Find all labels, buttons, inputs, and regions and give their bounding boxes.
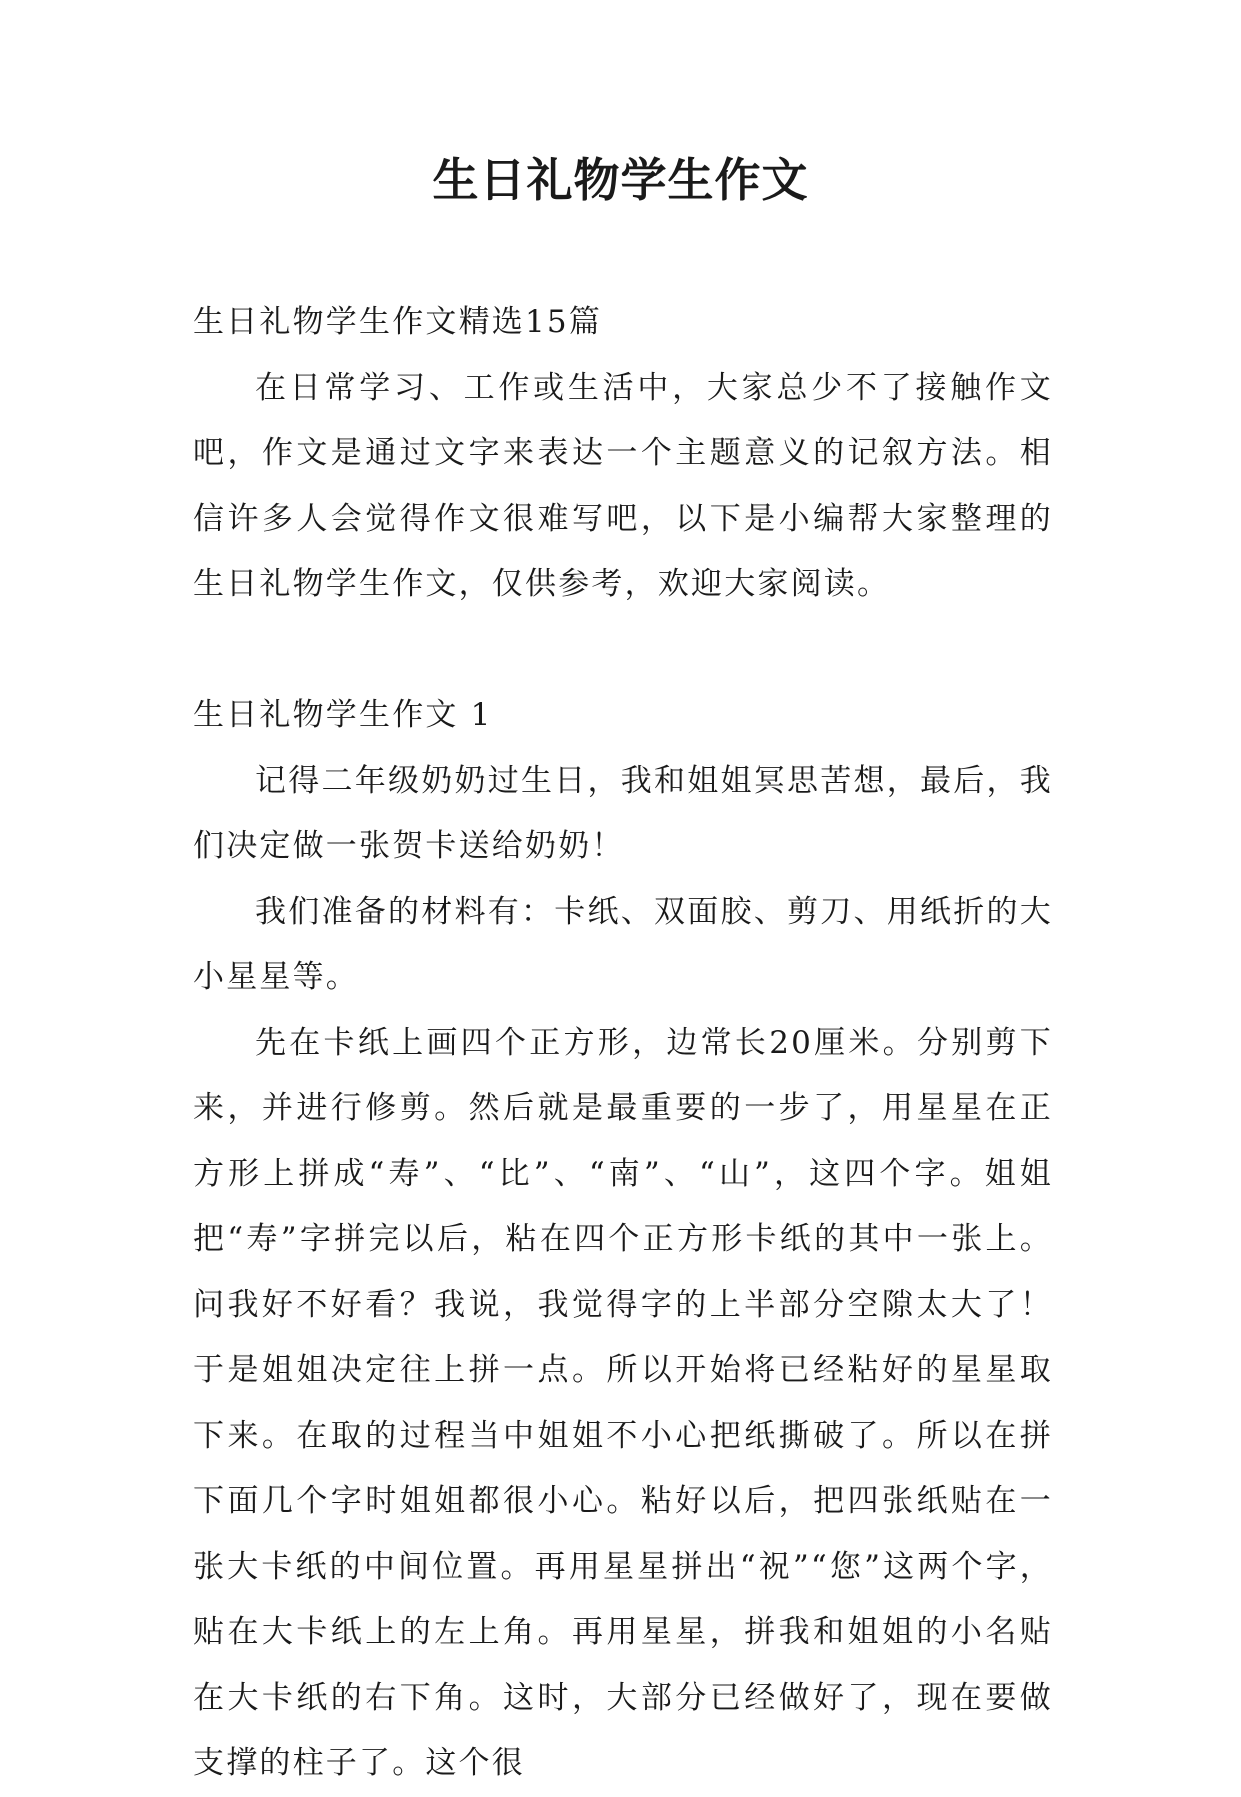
essay-paragraph: 先在卡纸上画四个正方形，边常长20厘米。分别剪下来，并进行修剪。然后就是最重要的一步了，用星星在正方形上拼成“寿”、“比”、“南”、“山”，这四个字。姐姐把“寿”字拼完以后，粘在四个正方形卡纸的其中一张上。问我好不好看？我说，我觉得字的上半部分空隙太大了！于是姐姐决定往上拼一点。所以开始将已经粘好的星星取下来。在取的过程当中姐姐不小心把纸撕破了。所以在拼下面几个字时姐姐都很小心。粘好以后，把四张纸贴在一张大卡纸的中间位置。再用星星拼出“祝”“您”这两个字，贴在大卡纸上的左上角。再用星星，拼我和姐姐的小名贴在大卡纸的右下角。这时，大部分已经做好了，现在要做支撑的柱子了。这个很: [193, 1024, 1053, 1781]
collection-heading: 生日礼物学生作文精选15篇: [193, 304, 603, 340]
essay-paragraph: 我们准备的材料有：卡纸、双面胶、剪刀、用纸折的大小星星等。: [193, 893, 1053, 995]
intro-paragraph: 在日常学习、工作或生活中，大家总少不了接触作文吧，作文是通过文字来表达一个主题意义的记叙方法。相信许多人会觉得作文很难写吧，以下是小编帮大家整理的生日礼物学生作文，仅供参考，欢迎大家阅读。: [193, 369, 1053, 602]
document-title: 生日礼物学生作文: [432, 153, 809, 207]
essay-heading: 生日礼物学生作文 1: [193, 697, 493, 733]
document-body: [193, 290, 1053, 1797]
essay-paragraph: 记得二年级奶奶过生日，我和姐姐冥思苦想，最后，我们决定做一张贺卡送给奶奶！: [193, 762, 1053, 864]
section-spacer: [193, 618, 1053, 684]
